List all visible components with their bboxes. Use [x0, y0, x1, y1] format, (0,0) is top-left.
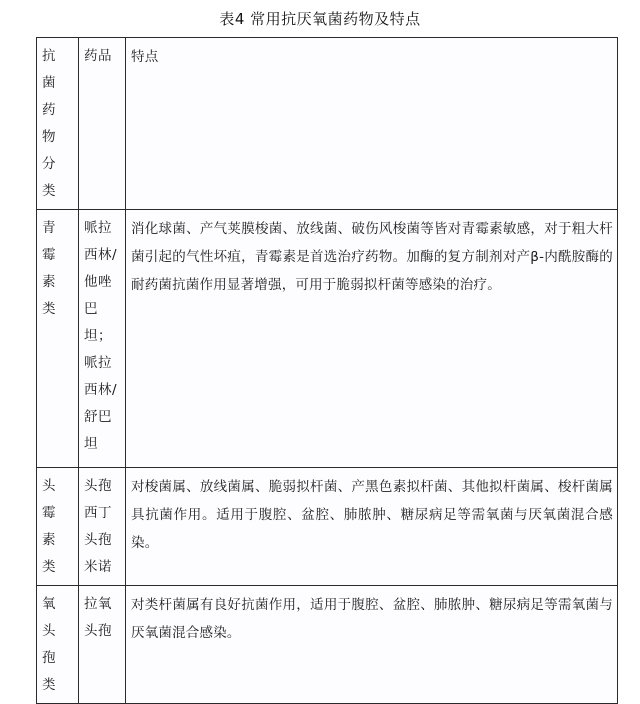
drug-class-char: 类: [42, 559, 56, 575]
page-title: 表4 常用抗厌氧菌药物及特点: [219, 10, 421, 28]
drug-class-char: 类: [42, 677, 56, 693]
cell-drug-name: [79, 586, 126, 704]
table-row: [37, 586, 618, 704]
table-row: [37, 468, 618, 586]
header-class-char: 抗: [42, 48, 56, 64]
drug-class-char: 类: [42, 301, 56, 317]
cell-drug-name: [79, 468, 126, 586]
drug-class-vertical: [42, 591, 74, 699]
header-class-char: 物: [42, 129, 56, 145]
cell-feature: [126, 468, 618, 586]
cell-feature: [126, 586, 618, 704]
table-row: [37, 210, 618, 468]
drug-class-char: 头: [42, 478, 56, 494]
feature-text: 消化球菌、产气荚膜梭菌、放线菌、破伤风梭菌等皆对青霉素敏感，对于粗大杆菌引起的气性坏疽，青霉素是首选治疗药物。加酶的复方制剂对产β-内酰胺酶的耐药菌抗菌作用显著增强，可用于脆弱拟杆菌等感染的治疗。: [131, 221, 613, 293]
cell-drug-class: [37, 210, 79, 468]
drug-class-char: 青: [42, 220, 56, 236]
cell-feature: [126, 210, 618, 468]
table-header-row: [37, 38, 618, 210]
feature-text: 对梭菌属、放线菌属、脆弱拟杆菌、产黑色素拟杆菌、其他拟杆菌属、梭杆菌属具抗菌作用。适用于腹腔、盆腔、肺脓肿、糖尿病足等需氧菌与厌氧菌混合感染。: [131, 479, 613, 551]
drug-class-char: 素: [42, 274, 56, 290]
drug-class-char: 霉: [42, 247, 56, 263]
cell-drug-class: [37, 586, 79, 704]
cell-drug-name: [79, 210, 126, 468]
header-feature-label: 特点: [131, 49, 159, 65]
drug-name-text: 头孢西丁头孢米诺: [84, 478, 112, 575]
drug-name-text: 拉氧头孢: [84, 596, 112, 639]
drug-class-char: 素: [42, 532, 56, 548]
header-class-vertical: [42, 43, 74, 205]
header-cell-feature: [126, 38, 618, 210]
table-container: [36, 37, 617, 704]
header-drug-label: 药品: [84, 48, 112, 64]
header-cell-class: [37, 38, 79, 210]
cell-drug-class: [37, 468, 79, 586]
drug-class-vertical: [42, 473, 74, 581]
header-class-char: 类: [42, 183, 56, 199]
header-class-char: 分: [42, 156, 56, 172]
drug-class-char: 霉: [42, 505, 56, 521]
drug-name-text: 哌拉西林/他唑巴坦；哌拉西林/舒巴坦: [84, 220, 118, 452]
header-cell-drug: [79, 38, 126, 210]
drug-class-char: 头: [42, 623, 56, 639]
antibiotics-table: [36, 37, 618, 704]
feature-text: 对类杆菌属有良好抗菌作用，适用于腹腔、盆腔、肺脓肿、糖尿病足等需氧菌与厌氧菌混合感染。: [131, 597, 613, 641]
drug-class-char: 氧: [42, 596, 56, 612]
header-class-char: 药: [42, 102, 56, 118]
drug-class-vertical: [42, 215, 74, 323]
header-class-char: 菌: [42, 75, 56, 91]
drug-class-char: 孢: [42, 650, 56, 666]
